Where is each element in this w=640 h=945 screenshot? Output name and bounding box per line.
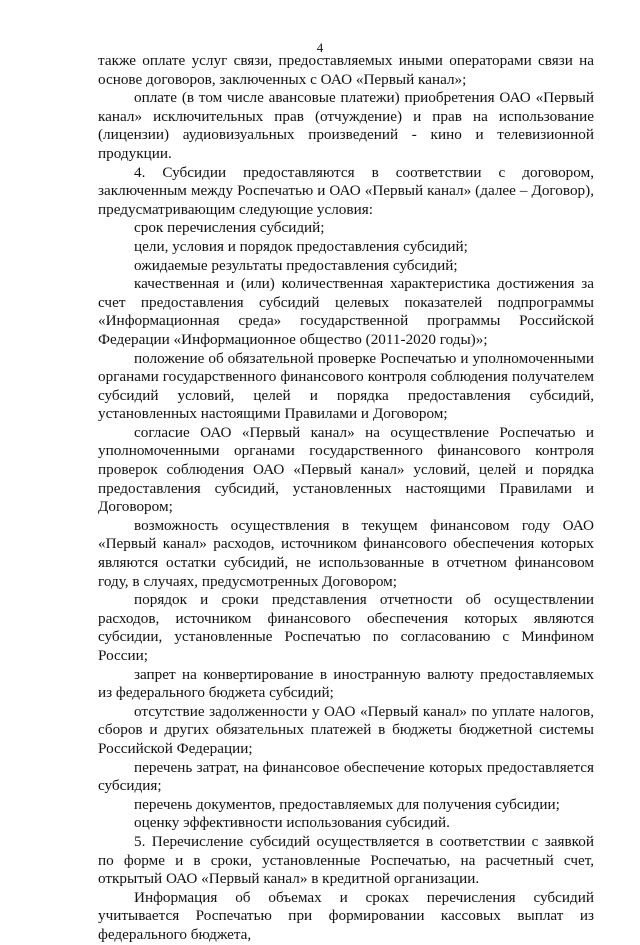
paragraph: оценку эффективности использования субсидий. (134, 814, 450, 832)
document-body (98, 52, 594, 945)
paragraph: оплате (в том числе авансовые платежи) приобретения ОАО «Первый канал» исключительных прав (отчуждение) и прав на использование (лицензии) аудиовизуальных произведений - кино и телевизионной продукции. (98, 89, 594, 162)
paragraph: качественная и (или) количественная характеристика достижения за счет предоставления субсидий целевых показателей подпрограммы «Информационная среда» государственной программы Российской Федерации «Информационное общество (2011-2020 годы)»; (98, 275, 594, 348)
paragraph: возможность осуществления в текущем финансовом году ОАО «Первый канал» расходов, источником финансового обеспечения которых являются остатки субсидий, не использованные в отчетном финансовом году, в случаях, предусмотренных Договором; (98, 516, 594, 590)
paragraph: 5. Перечисление субсидий осуществляется в соответствии с заявкой по форме и в сроки, установленные Роспечатью, на расчетный счет, открытый ОАО «Первый канал» в кредитной организации. (98, 832, 594, 888)
paragraph: положение об обязательной проверке Роспечатью и уполномоченными органами государственного финансового контроля соблюдения получателем субсидий условий, целей и порядка предоставления субсидий, установленных настоящими Правилами и Договором; (98, 349, 594, 423)
paragraph: согласие ОАО «Первый канал» на осуществление Роспечатью и уполномоченными органами государственного финансового контроля проверок соблюдения ОАО «Первый канал» условий, целей и порядка предоставления субсидий, установленных настоящими Правилами и Договором; (98, 423, 594, 516)
paragraph: Информация об объемах и сроках перечисления субсидий учитывается Роспечатью при формировании кассовых выплат из федерального бюджета, (98, 888, 594, 943)
paragraph: также оплате услуг связи, предоставляемых иными операторами связи на основе договоров, заключенных с ОАО «Первый канал»; (98, 52, 594, 88)
paragraph: перечень затрат, на финансовое обеспечение которых предоставляется субсидия; (98, 758, 594, 795)
paragraph: порядок и сроки представления отчетности об осуществлении расходов, источником финансового обеспечения которых являются субсидии, установленные Роспечатью по согласованию с Минфином России; (98, 591, 594, 664)
paragraph: отсутствие задолженности у ОАО «Первый канал» по уплате налогов, сборов и других обязательных платежей в бюджеты бюджетной системы Российской Федерации; (98, 702, 594, 757)
paragraph: запрет на конвертирование в иностранную валюту предоставляемых из федерального бюджета субсидий; (98, 665, 594, 702)
paragraph: 4. Субсидии предоставляются в соответствии с договором, заключенным между Роспечатью и ОАО «Первый канал» (далее – Договор), предусматривающим следующие условия: (98, 163, 594, 218)
paragraph: срок перечисления субсидий; (134, 219, 325, 237)
paragraph: цели, условия и порядок предоставления субсидий; (134, 237, 468, 255)
page-number: 4 (316, 40, 324, 55)
paragraph: перечень документов, предоставляемых для получения субсидии; (134, 795, 560, 813)
paragraph: ожидаемые результаты предоставления субсидий; (134, 256, 458, 274)
